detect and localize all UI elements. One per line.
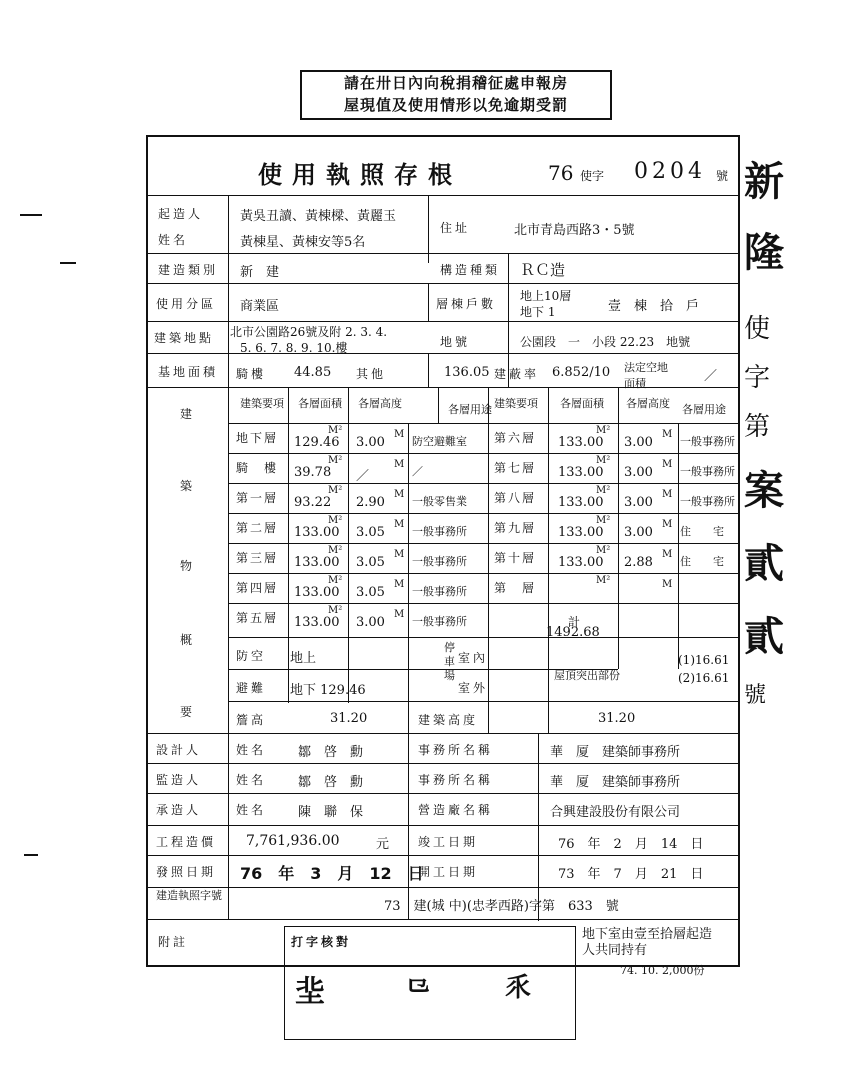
unit-m: M [662,459,673,470]
floor-height: 3.00 [356,435,385,450]
head-item-right: 建築要項 [494,397,538,410]
permit-number: 0204 [634,159,706,184]
unit-m2: M² [328,515,343,526]
floor-height: 3.00 [624,495,653,510]
label-completion: 竣工日期 [418,835,479,849]
floor-use: 一般事務所 [412,615,467,628]
floor-area: 133.00 [558,525,604,540]
floor-height: 3.00 [624,525,653,540]
floor-use: ／ [412,465,423,478]
label-indoor: 室內 [458,651,489,665]
roof-2: (2)16.61 [678,671,730,685]
label-cost: 工程造價 [156,835,217,849]
stamp-char-4: 第 [744,412,771,442]
typist-box [284,926,576,1040]
floor-area: 133.00 [294,585,340,600]
label-evac: 避難 [236,681,267,695]
floor-name: 第 層 [494,581,537,595]
floor-area: 133.00 [294,525,340,540]
unit-m2: M² [328,605,343,616]
floor-height: 3.05 [356,555,385,570]
unit-m: M [662,549,673,560]
label-supervisor-firm: 事務所名稱 [418,773,494,787]
stamp-char-2: 使 [744,314,771,344]
label-applicant: 起造人 [158,207,204,221]
remarks-1: 地下室由壹至拾層起造 [582,927,713,942]
label-building-4: 概 [180,633,196,647]
floor-use: 一般事務所 [680,435,735,448]
total-area: 1492.68 [546,625,600,640]
label-remarks: 附註 [158,935,189,949]
unit-m: M [394,489,405,500]
label-zoning: 使用分區 [156,297,217,311]
stamp-char-1: 隆 [744,229,784,276]
floor-name: 地下層 [236,431,279,445]
floor-use: 一般事務所 [680,495,735,508]
label-total: 計 [568,615,584,629]
unit-m2: M² [596,425,611,436]
bldg-height: 31.20 [598,711,636,726]
applicant-names-1: 黃吳丑讀、黃棟樑、黃麗玉 [240,209,397,224]
head-use-right: 各層用途 [682,403,726,416]
unit-m2: M² [328,455,343,466]
floor-use: 一般事務所 [412,585,467,598]
supervisor-name: 鄒 啓 勳 [298,775,364,790]
floor-use: 一般事務所 [680,465,735,478]
notice-box [300,70,612,120]
other-area: 136.05 [444,365,490,380]
label-roof: 屋頂突出部份 [554,669,620,682]
label-structure: 構造種類 [440,263,501,277]
label-loft: 騎樓 [236,367,267,381]
stamp-char-3: 字 [744,363,771,393]
label-floors-units: 層棟戶數 [436,297,497,311]
cost-unit: 元 [376,837,390,852]
label-building-3: 物 [180,559,196,573]
floor-name: 第三層 [236,551,279,565]
unit-m: M [394,519,405,530]
label-contractor-firm: 營造廠名稱 [418,803,494,817]
label-permit-no: 建造執照字號 [156,889,222,902]
floor-name: 第八層 [494,491,537,505]
units: 壹 棟 拾 戶 [608,299,700,314]
label-supervisor: 監造人 [156,773,202,787]
unit-m2: M² [328,575,343,586]
legal-open: ／ [704,369,718,384]
floor-height: 3.00 [624,435,653,450]
unit-m: M [394,429,405,440]
permit-year: 76 [548,161,574,185]
label-eaves: 簷高 [236,713,267,727]
issue-date: 76 年 3 月 12 日 [240,864,424,883]
applicant-names-2: 黃棟星、黃棟安等5名 [240,235,366,250]
print-info: 74. 10. 2,000份 [620,964,705,977]
label-parking: 停車場 [444,641,455,682]
unit-m2: M² [596,455,611,466]
stamp-char-0: 新 [744,158,784,205]
floor-height: 3.00 [624,465,653,480]
label-building-1: 建 [180,407,196,421]
completion-date: 76 年 2 月 14 日 [558,837,704,852]
floor-use: 防空避難室 [412,435,467,448]
head-area-left: 各層面積 [298,397,342,410]
margin-mark [60,262,76,264]
floor-area: 133.00 [558,495,604,510]
shelter-above: 地上 [290,651,317,666]
unit-m: M [394,609,405,620]
unit-m2: M² [596,545,611,556]
floor-use: 一般事務所 [412,555,467,568]
notice-line-1: 請在卅日內向稅捐稽征處申報房 [343,74,568,92]
eaves-height: 31.20 [330,711,368,726]
label-contractor: 承造人 [156,803,202,817]
floor-name: 第二層 [236,521,279,535]
head-height-right: 各層高度 [626,397,670,410]
start-date: 73 年 7 月 21 日 [558,867,704,882]
contractor-name: 陳 聯 保 [298,805,364,820]
label-address: 住址 [440,221,471,235]
floor-height: 2.88 [624,555,653,570]
floor-name: 第十層 [494,551,537,565]
unit-m2: M² [328,485,343,496]
approver-signature: 乑 [505,973,532,1003]
floor-area: 133.00 [294,555,340,570]
label-issue-date: 發照日期 [156,865,217,879]
floor-height: 2.90 [356,495,385,510]
floor-area: 93.22 [294,495,332,510]
permit-suffix: 號 [716,169,729,183]
site-address-2: 5. 6. 7. 8. 9. 10.樓 [240,341,348,355]
label-designer-firm: 事務所名稱 [418,743,494,757]
label-building-type: 建造類別 [158,263,219,277]
cost: 7,761,936.00 [246,833,340,849]
label-legal-open: 法定空地面積 [624,361,668,390]
label-outdoor: 室外 [458,681,489,695]
label-contractor-name: 姓名 [236,803,267,817]
floor-use: 一般事務所 [412,525,467,538]
floor-height: 3.00 [356,615,385,630]
land-lot: 公園段 一 小段 22.23 地號 [520,335,691,349]
form-title: 使用執照存根 [258,160,462,189]
floor-name: 第四層 [236,581,279,595]
stamp-char-6: 貳 [744,540,784,587]
head-item-left: 建築要項 [240,397,284,410]
floor-name: 第九層 [494,521,537,535]
applicant-address: 北市青島西路3・5號 [514,223,635,238]
label-other: 其他 [356,367,387,381]
unit-m: M [662,519,673,530]
head-height-left: 各層高度 [358,397,402,410]
notice-line-2: 屋現值及使用情形以免逾期受罰 [343,96,568,114]
label-supervisor-name: 姓名 [236,773,267,787]
unit-m2: M² [596,575,611,586]
head-area-right: 各層面積 [560,397,604,410]
designer-name: 鄒 啓 勳 [298,745,364,760]
typist-signature: 㘳 [295,975,325,1010]
unit-m2: M² [596,515,611,526]
floor-height: 3.05 [356,525,385,540]
label-typist: 打字核對 [291,935,352,949]
side-stamp [744,150,834,709]
coverage: 6.852/10 [552,365,611,380]
head-use-left: 各層用途 [448,403,492,416]
remarks-2: 人共同持有 [582,943,648,958]
label-name: 姓名 [158,233,189,247]
unit-m: M [662,579,673,590]
floor-name: 第六層 [494,431,537,445]
floor-name: 第一層 [236,491,279,505]
checker-signature: ⺋ [405,973,432,1003]
floor-area: 129.46 [294,435,340,450]
floor-name: 第七層 [494,461,537,475]
designer-firm: 華 厦 建築師事務所 [550,745,681,760]
permit-form [146,135,740,967]
floor-height: ／ [356,469,370,484]
roof-1: (1)16.61 [678,653,730,667]
label-base-area: 基地面積 [158,365,219,379]
floors-below: 地下 1 [520,305,556,319]
permit-type: 使字 [580,169,605,183]
loft-area: 44.85 [294,365,332,380]
floor-use: 住 宅 [680,525,724,538]
stamp-char-5: 案 [744,467,784,514]
building-type: 新 建 [240,265,280,280]
floor-area: 133.00 [294,615,340,630]
unit-m: M [662,489,673,500]
label-start-date: 開工日期 [418,865,479,879]
unit-m: M [394,459,405,470]
floor-area: 133.00 [558,555,604,570]
evac-below: 地下 129.46 [290,683,366,698]
contractor-firm: 合興建設股份有限公司 [550,805,681,820]
floor-use: 住 宅 [680,555,724,568]
floor-name: 第五層 [236,611,279,625]
supervisor-firm: 華 厦 建築師事務所 [550,775,681,790]
label-coverage: 建蔽率 [494,367,540,381]
stamp-char-8: 號 [744,683,767,708]
unit-m: M [662,429,673,440]
label-building-2: 築 [180,479,196,493]
unit-m: M [394,579,405,590]
label-designer: 設計人 [156,743,202,757]
permit-no: 73 建(城 中)(忠孝西路)字第 633 號 [384,899,619,914]
zoning: 商業區 [240,299,280,314]
label-designer-name: 姓名 [236,743,267,757]
margin-mark [24,854,38,856]
site-address-1: 北市公園路26號及附 2. 3. 4. [230,325,388,339]
label-building-5: 要 [180,705,196,719]
unit-m2: M² [328,545,343,556]
floor-name: 騎 樓 [236,461,279,475]
floor-area: 133.00 [558,465,604,480]
structure: ＲＣ造 [520,261,566,279]
unit-m2: M² [328,425,343,436]
label-shelter: 防空 [236,649,267,663]
floor-height: 3.05 [356,585,385,600]
floors-above: 地上10層 [520,289,572,303]
margin-mark [20,214,42,216]
unit-m2: M² [596,485,611,496]
stamp-char-7: 貳 [744,613,784,660]
label-land-lot: 地號 [440,335,471,349]
floor-area: 39.78 [294,465,332,480]
label-bldg-height: 建築高度 [418,713,479,727]
unit-m: M [394,549,405,560]
label-building-site: 建築地點 [154,331,215,345]
floor-use: 一般零售業 [412,495,467,508]
floor-area: 133.00 [558,435,604,450]
